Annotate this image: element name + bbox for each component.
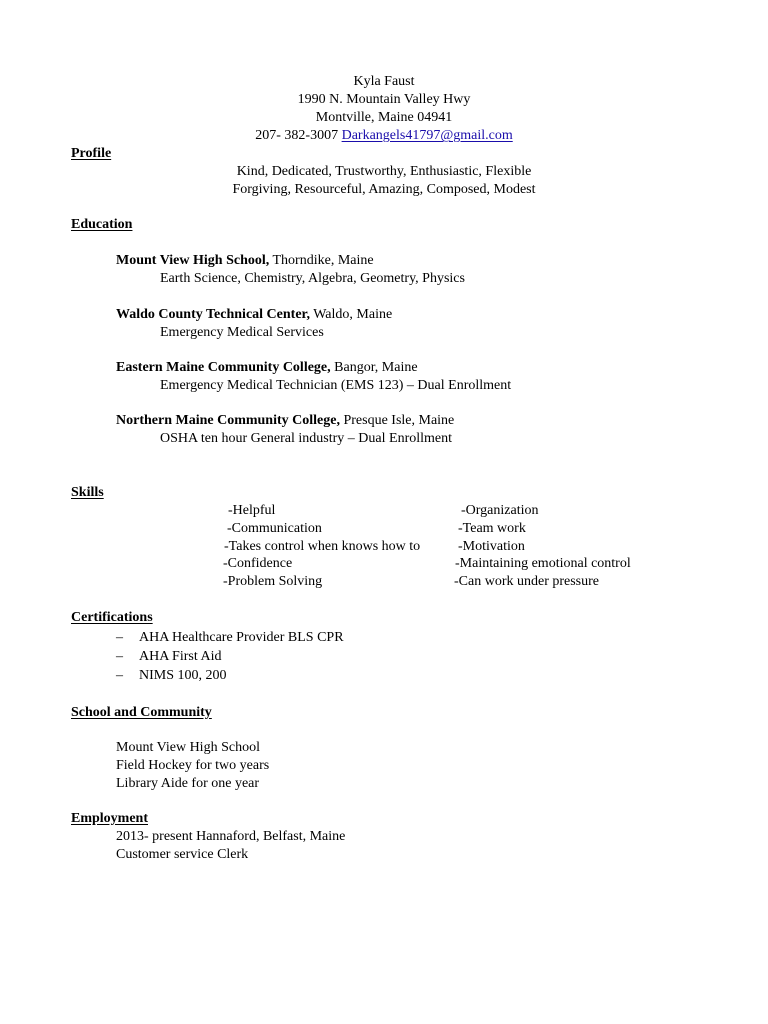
certifications-heading: Certifications bbox=[71, 610, 153, 625]
bullet-dash: – bbox=[116, 630, 123, 645]
profile-heading: Profile bbox=[71, 146, 112, 161]
certification-label: AHA First Aid bbox=[139, 649, 222, 664]
contact-line bbox=[0, 127, 768, 144]
skill-item: -Motivation bbox=[458, 539, 525, 554]
email-link[interactable]: Darkangels41797@gmail.com bbox=[341, 128, 513, 143]
school-name: Northern Maine Community College, bbox=[116, 413, 340, 428]
education-entry-school bbox=[116, 359, 418, 376]
certification-item bbox=[0, 629, 768, 646]
employment-line-1: 2013- present Hannaford, Belfast, Maine bbox=[116, 829, 346, 844]
address-line-1: 1990 N. Mountain Valley Hwy bbox=[297, 92, 471, 107]
skills-heading: Skills bbox=[71, 485, 104, 500]
school-location: Bangor, Maine bbox=[330, 360, 418, 375]
address-line-2: Montville, Maine 04941 bbox=[315, 110, 453, 125]
school-name: Mount View High School, bbox=[116, 253, 270, 268]
education-entry-school bbox=[116, 412, 454, 429]
profile-traits-line-2: Forgiving, Resourceful, Amazing, Composed, Modest bbox=[232, 182, 536, 197]
school-name: Waldo County Technical Center, bbox=[116, 307, 310, 322]
skill-item: -Communication bbox=[227, 521, 322, 536]
education-entry-detail: Emergency Medical Services bbox=[160, 325, 324, 340]
education-entry-detail: Emergency Medical Technician (EMS 123) – Dual Enrollment bbox=[160, 378, 512, 393]
education-entry-school bbox=[116, 306, 392, 323]
skill-item: -Confidence bbox=[223, 556, 293, 571]
community-heading: School and Community bbox=[71, 705, 212, 720]
skill-item: -Helpful bbox=[228, 503, 276, 518]
community-item: Library Aide for one year bbox=[116, 776, 260, 791]
certification-label: AHA Healthcare Provider BLS CPR bbox=[139, 630, 344, 645]
bullet-dash: – bbox=[116, 649, 123, 664]
education-entry-detail: Earth Science, Chemistry, Algebra, Geometry, Physics bbox=[160, 271, 465, 286]
skill-item: -Maintaining emotional control bbox=[455, 556, 631, 571]
phone-number: 207- 382-3007 bbox=[255, 128, 339, 143]
certification-item bbox=[0, 667, 768, 684]
education-entry-detail: OSHA ten hour General industry – Dual Enrollment bbox=[160, 431, 453, 446]
employment-line-2: Customer service Clerk bbox=[116, 847, 249, 862]
skill-item: -Team work bbox=[458, 521, 526, 536]
skill-item: -Organization bbox=[461, 503, 539, 518]
community-item: Field Hockey for two years bbox=[116, 758, 270, 773]
education-entry-school bbox=[116, 252, 374, 269]
school-location: Presque Isle, Maine bbox=[339, 413, 455, 428]
school-name: Eastern Maine Community College, bbox=[116, 360, 331, 375]
bullet-dash: – bbox=[116, 668, 123, 683]
employment-heading: Employment bbox=[71, 811, 148, 826]
education-heading: Education bbox=[71, 217, 133, 232]
certification-label: NIMS 100, 200 bbox=[139, 668, 227, 683]
skill-item: -Problem Solving bbox=[223, 574, 323, 589]
skill-item: -Can work under pressure bbox=[454, 574, 600, 589]
profile-traits-line-1: Kind, Dedicated, Trustworthy, Enthusiastic, Flexible bbox=[236, 164, 532, 179]
resume-name: Kyla Faust bbox=[353, 74, 415, 89]
school-location: Waldo, Maine bbox=[309, 307, 393, 322]
skill-item: -Takes control when knows how to bbox=[224, 539, 421, 554]
community-item: Mount View High School bbox=[116, 740, 260, 755]
school-location: Thorndike, Maine bbox=[269, 253, 374, 268]
certification-item bbox=[0, 648, 768, 665]
